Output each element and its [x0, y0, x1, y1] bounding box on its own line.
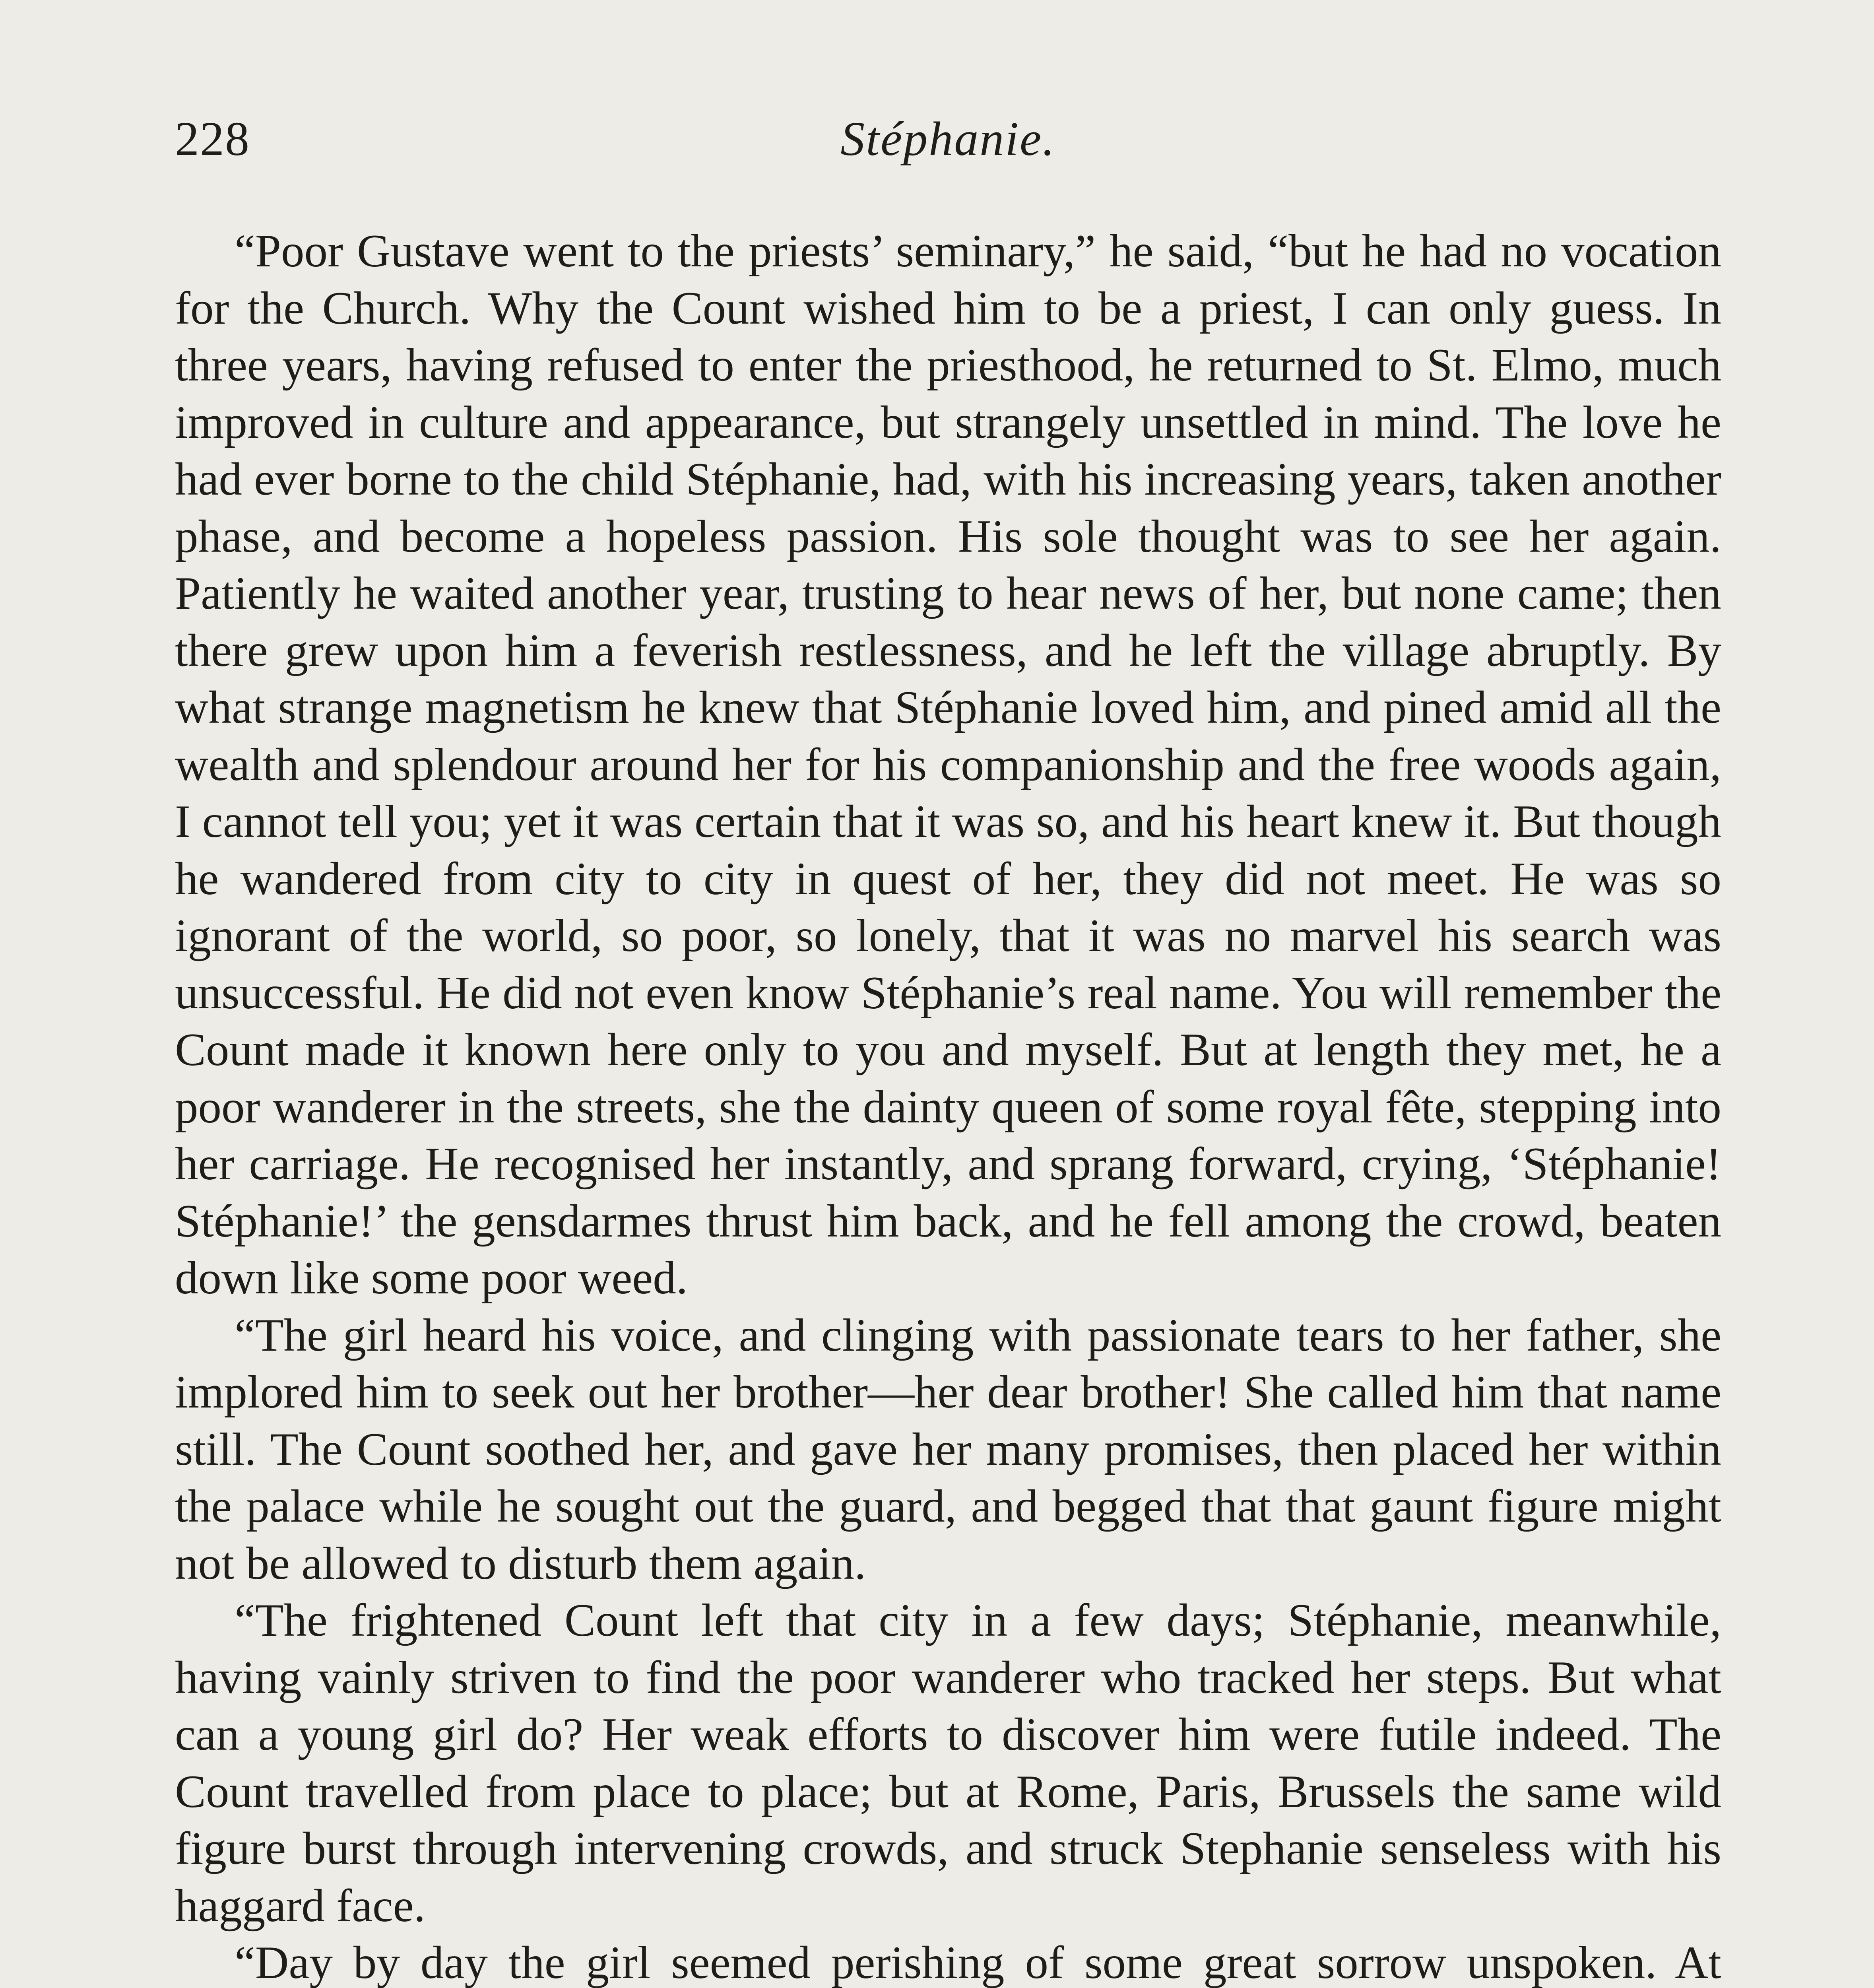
paragraph: “The girl heard his voice, and clinging with passionate tears to her father, she implored him to seek out her brother—her dear brother! She called him that name still. The Count soothed her, and gave her many promises, then placed her within the palace while he sought out the guard, and begged that that gaunt figure might not be allowed to disturb them again.	[175, 1309, 1721, 1589]
page-header	[175, 107, 1721, 171]
running-title: Stéphanie.	[840, 112, 1056, 166]
paragraph: “Poor Gustave went to the priests’ seminary,” he said, “but he had no vocation for the Church. Why the Count wished him to be a priest, I can only guess. In three years, having refused to enter the priesthood, he returned to St. Elmo, much improved in culture and appearance, but strangely unsettled in mind. The love he had ever borne to the child Stéphanie, had, with his increasing years, taken another phase, and become a hopeless passion. His sole thought was to see her again. Patiently he waited another year, trusting to hear news of her, but none came; then there grew upon him a feverish restlessness, and he left the village abruptly. By what strange magnetism he knew that Stéphanie loved him, and pined amid all the wealth and splendour around her for his companionship and the free woods again, I cannot tell you; yet it was certain that it was so, and his heart knew it. But though he wandered from city to city in quest of her, they did not meet. He was so ignorant of the world, so poor, so lonely, that it was no marvel his search was unsuccessful. He did not even know Stéphanie’s real name. You will remember the Count made it known here only to you and myself. But at length they met, he a poor wanderer in the streets, she the dainty queen of some royal fête, stepping into her carriage. He recognised her instantly, and sprang forward, crying, ‘Stéphanie! Stéphanie!’ the gensdarmes thrust him back, and he fell among the crowd, beaten down like some poor weed.	[175, 225, 1721, 1304]
body-text	[175, 223, 1721, 1988]
paragraph: “The frightened Count left that city in a few days; Stéphanie, meanwhile, having vainly striven to find the poor wanderer who tracked her steps. But what can a young girl do? Her weak efforts to discover him were futile indeed. The Count travelled from place to place; but at Rome, Paris, Brussels the same wild figure burst through intervening crowds, and struck Stephanie senseless with his haggard face.	[175, 1595, 1721, 1932]
paragraph: “Day by day the girl seemed perishing of some great sorrow unspoken. At	[235, 1937, 1721, 1988]
page-number: 228	[175, 112, 250, 166]
